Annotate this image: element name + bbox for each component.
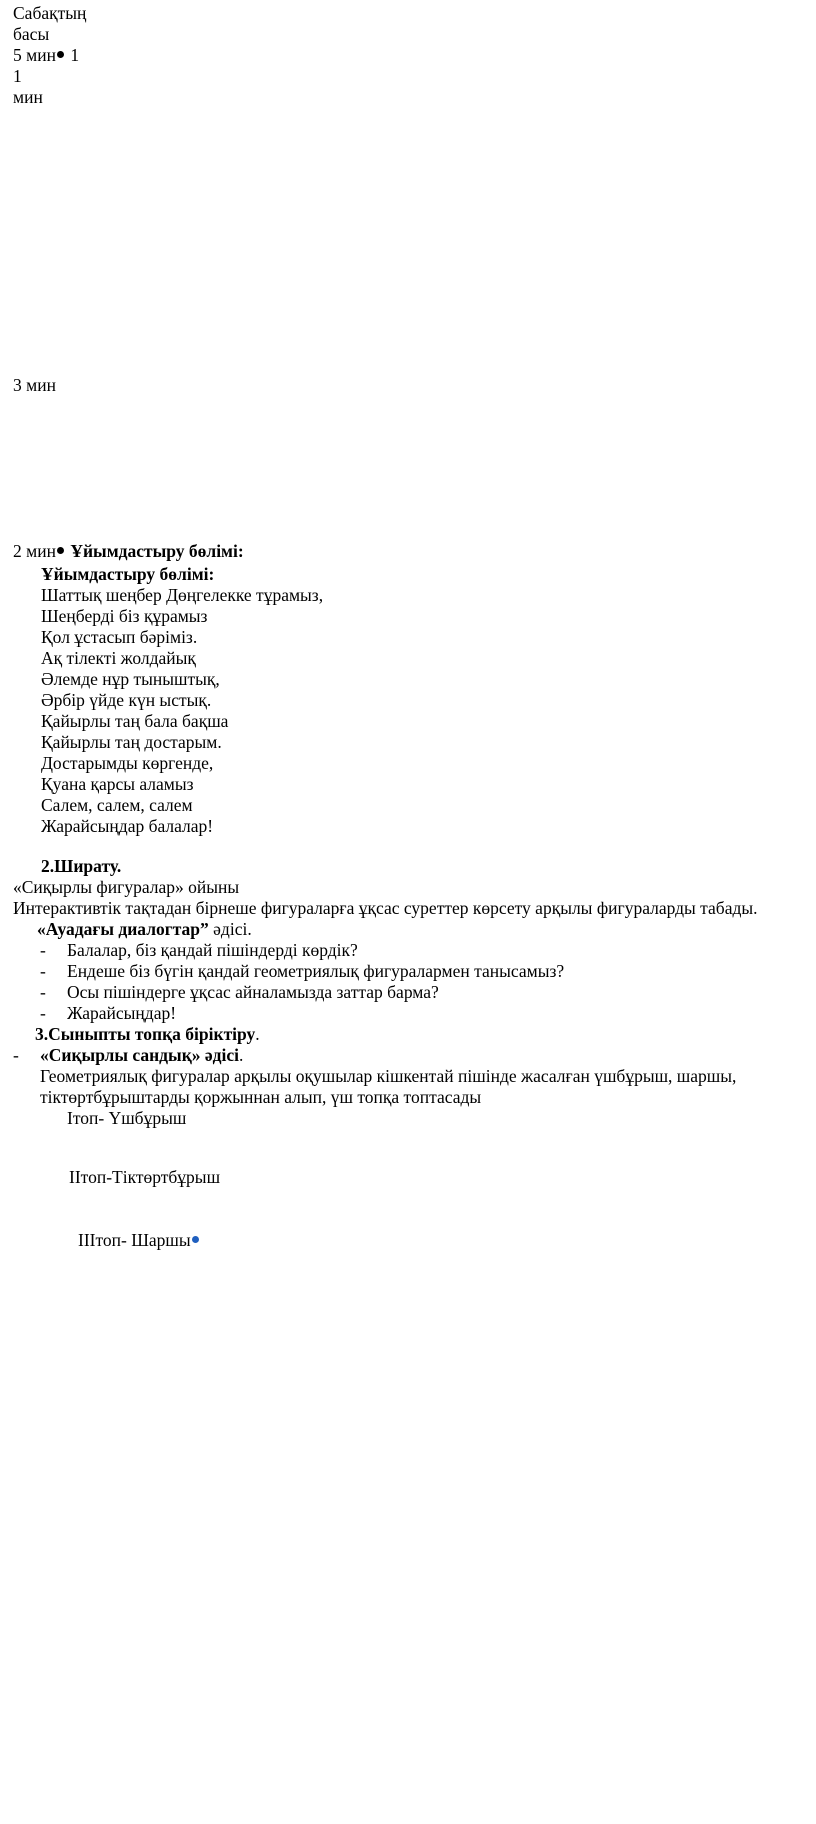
time-5-min-row [13,45,79,66]
grouping-heading-end: . [255,1024,260,1044]
question-item: Балалар, біз қандай пішіндерді көрдік? [67,940,358,960]
poem-line: Ақ тілекті жолдайық [41,648,196,668]
list-bullet: - [40,982,46,1002]
poem-line: Шаттық шеңбер Дөңгелекке тұрамыз, [41,585,324,605]
organization-heading-inline: Ұйымдастыру бөлімі: [70,541,244,561]
time-1: 1 [13,66,22,86]
time-min: мин [13,87,43,107]
group-item: ІІтоп-Тіктөртбұрыш [69,1167,221,1187]
bullet-number: 1 [70,45,80,65]
poem-line: Қуана қарсы аламыз [41,774,194,794]
list-bullet: - [40,1003,46,1023]
grouping-description: тіктөртбұрыштарды қоржыннан алып, үш топқа топтасады [40,1087,482,1107]
bullet-dot-icon [192,1236,199,1243]
method-name: «Ауадағы диалогтар” [37,919,209,939]
poem-line: Салем, салем, салем [41,795,193,815]
lesson-start-label-2 [13,24,49,45]
grouping-method-name: «Сиқырлы сандық» әдісі [40,1045,240,1065]
time-min-row [13,87,43,108]
method-suffix: әдісі. [208,919,252,939]
grouping-description: Геометриялық фигуралар арқылы оқушылар кішкентай пішінде жасалған үшбұрыш, шаршы, [40,1066,737,1086]
grouping-heading: 3.Сыныпты топқа біріктіру [35,1024,256,1044]
poem-line: Қайырлы таң достарым. [41,732,222,752]
time-2-min: 2 мин [13,541,56,561]
warmup-heading: 2.Ширату. [41,856,122,876]
question-item: Жарайсыңдар! [67,1003,177,1023]
organization-heading: Ұйымдастыру бөлімі: [41,564,215,584]
time-1-row [13,66,22,87]
poem-line: Қайырлы таң бала бақша [41,711,229,731]
bullet-dot-icon [57,51,64,58]
time-3-min-row [13,375,56,396]
poem-line: Әрбір үйде күн ыстық. [41,690,212,710]
warmup-description: Интерактивтік тақтадан бірнеше фигураларға ұқсас суреттер көрсету арқылы фигураларды табады. [13,898,758,918]
game-title: «Сиқырлы фигуралар» ойыны [13,877,240,897]
time-3-min: 3 мин [13,375,56,395]
grouping-heading-line [35,1024,260,1045]
poem-line: Достарымды көргенде, [41,753,214,773]
group-item-row [78,1230,201,1251]
bullet-dot-icon [57,547,64,554]
lesson-start-label [13,3,86,24]
question-item: Осы пішіндерге ұқсас айналамызда заттар барма? [67,982,439,1002]
list-bullet: - [40,940,46,960]
list-bullet: - [40,961,46,981]
poem-line: Шеңберді біз құрамыз [41,606,208,626]
header-line-2: басы [13,24,50,44]
method-line [37,919,252,940]
group-item: ІІІтоп- Шаршы [78,1230,191,1250]
poem-line: Қол ұстасып бәріміз. [41,627,198,647]
question-item: Ендеше біз бүгін қандай геометриялық фигуралармен танысамыз? [67,961,565,981]
poem-line: Әлемде нұр тыныштық, [41,669,220,689]
header-line-1: Сабақтың [13,3,87,23]
list-bullet: - [13,1045,19,1065]
group-item: Ітоп- Үшбұрыш [67,1108,187,1128]
poem-line: Жарайсыңдар балалар! [41,816,214,836]
grouping-method-line [40,1045,243,1066]
time-5-min: 5 мин [13,45,56,65]
time-2-min-row [13,541,244,562]
grouping-method-end: . [239,1045,244,1065]
